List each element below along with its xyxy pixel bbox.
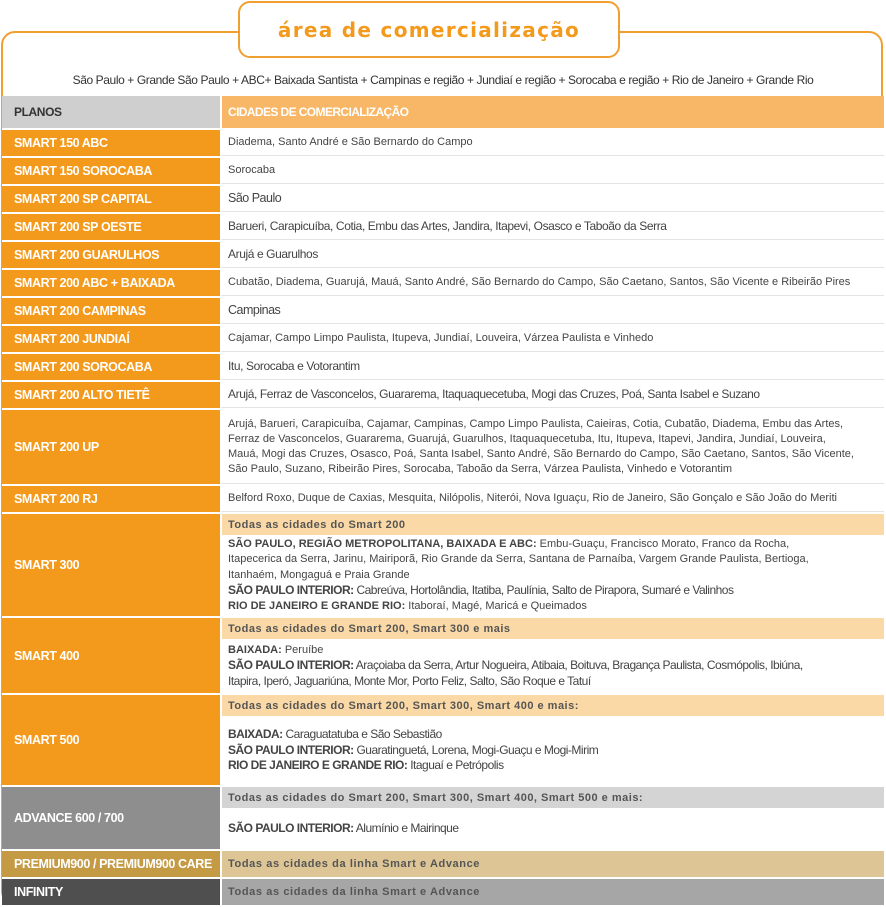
- region-cities: Caraguatatuba e São Sebastião: [282, 727, 442, 742]
- plan-name: SMART 400: [2, 618, 220, 693]
- title-tab: [238, 1, 620, 58]
- plan-cities: Arujá e Guarulhos: [228, 247, 318, 261]
- plans-column-header: PLANOS: [2, 96, 220, 128]
- plan-name: SMART 150 ABC: [2, 130, 220, 156]
- plan-cities: São Paulo: [228, 191, 282, 205]
- plan-name: INFINITY: [2, 879, 220, 905]
- inherited-cities-band: Todas as cidades do Smart 200, Smart 300, Smart 400 e mais:: [222, 695, 884, 716]
- cities-column-header: CIDADES DE COMERCIALIZAÇÃO: [220, 96, 884, 128]
- region-label: SÃO PAULO INTERIOR:: [228, 658, 354, 673]
- inherited-cities-band: Todas as cidades do Smart 200, Smart 300, Smart 400, Smart 500 e mais:: [222, 787, 884, 808]
- plan-cities: Arujá, Ferraz de Vasconcelos, Guararema, Itaquaquecetuba, Mogi das Cruzes, Poá, Santa Isabel e Suzano: [228, 387, 760, 401]
- plans-table: [2, 96, 884, 907]
- table-row-smart-300: [2, 514, 884, 618]
- table-row-rj: [2, 486, 884, 514]
- region-cities: Embu-Guaçu, Francisco Morato, Franco da Rocha,: [536, 537, 790, 550]
- table-row: [2, 298, 884, 326]
- plan-name: SMART 500: [2, 695, 220, 785]
- table-row: [2, 214, 884, 242]
- table-row-infinity: [2, 879, 884, 907]
- region-label: BAIXADA:: [228, 727, 283, 742]
- table-row-smart-400: [2, 618, 884, 695]
- plan-cities: Barueri, Carapicuíba, Cotia, Embu das Artes, Jandira, Itapevi, Osasco e Taboão da Serra: [228, 219, 667, 233]
- region-label: SÃO PAULO, REGIÃO METROPOLITANA, BAIXADA E ABC:: [228, 537, 537, 550]
- table-row-smart-500: [2, 695, 884, 787]
- table-header: [2, 96, 884, 130]
- region-cities: Araçoiaba da Serra, Artur Nogueira, Atibaia, Boituva, Bragança Paulista, Cosmópolis, Ibiúna,: [353, 658, 803, 673]
- plan-cities: Diadema, Santo André e São Bernardo do Campo: [228, 136, 473, 148]
- region-cities: Cabreúva, Hortolândia, Itatiba, Paulínia, Salto de Pirapora, Sumaré e Valinhos: [353, 583, 734, 598]
- regions-line: São Paulo + Grande São Paulo + ABC+ Baixada Santista + Campinas e região + Jundiaí e região + Sorocaba e região + Rio de Janeiro + Grande Rio: [72, 73, 814, 87]
- region-cities: Guaratinguetá, Lorena, Mogi-Guaçu e Mogi-Mirim: [353, 742, 599, 757]
- plan-cities: Todas as cidades da linha Smart e Advance: [220, 851, 884, 877]
- region-label: RIO DE JANEIRO E GRANDE RIO:: [228, 599, 406, 612]
- plan-name: SMART 300: [2, 514, 220, 616]
- plan-name: SMART 200 ALTO TIETÊ: [2, 382, 220, 408]
- plan-cities: Todas as cidades da linha Smart e Advance: [220, 879, 884, 905]
- region-label: BAIXADA:: [228, 643, 282, 656]
- region-cities: Itapira, Iperó, Jaguariúna, Monte Mor, Porto Feliz, Salto, São Roque e Tatuí: [228, 673, 591, 688]
- plan-name: SMART 200 ABC + BAIXADA: [2, 270, 220, 296]
- region-label: SÃO PAULO INTERIOR:: [228, 742, 354, 757]
- table-row: [2, 130, 884, 158]
- plan-name: SMART 200 UP: [2, 410, 220, 484]
- table-row: [2, 158, 884, 186]
- plan-name: SMART 200 JUNDIAÍ: [2, 326, 220, 352]
- table-row-up: [2, 410, 884, 486]
- plan-name: SMART 200 SP OESTE: [2, 214, 220, 240]
- plan-name: ADVANCE 600 / 700: [2, 787, 220, 849]
- table-row: [2, 186, 884, 214]
- plan-cities: Itu, Sorocaba e Votorantim: [228, 359, 360, 373]
- plan-cities-line: Ferraz de Vasconcelos, Guararema, Guarujá, Guarulhos, Itaquaquecetuba, Itu, Itupeva, Itapevi, Jandira, Jundiaí, Louveira,: [228, 432, 826, 445]
- region-cities: Alumínio e Mairinque: [353, 820, 459, 835]
- table-row: [2, 354, 884, 382]
- plan-cities-line: Mauá, Mogi das Cruzes, Osasco, Poá, Santa Isabel, Santo André, São Bernardo do Campo, São Caetano, Santos, São Vicente,: [228, 447, 854, 460]
- plan-name: SMART 200 GUARULHOS: [2, 242, 220, 268]
- plan-cities: Sorocaba: [228, 164, 276, 176]
- inherited-cities-band: Todas as cidades do Smart 200: [222, 514, 884, 535]
- inherited-cities-band: Todas as cidades do Smart 200, Smart 300 e mais: [222, 618, 884, 639]
- region-cities: Itapecerica da Serra, Jarinu, Mairiporã, Rio Grande da Serra, Santana de Parnaíba, Vargem Grande Paulista, Bertioga,: [228, 553, 809, 566]
- table-row-advance: [2, 787, 884, 851]
- plan-cities: Cubatão, Diadema, Guarujá, Mauá, Santo André, São Bernardo do Campo, São Caetano, Santos, São Vicente e Ribeirão Pires: [228, 276, 851, 288]
- plan-cities: Cajamar, Campo Limpo Paulista, Itupeva, Jundiaí, Louveira, Várzea Paulista e Vinhedo: [228, 332, 654, 344]
- page-title: área de comercialização: [277, 17, 581, 42]
- region-cities: Itaguaí e Petrópolis: [407, 758, 504, 773]
- plan-name: SMART 150 SOROCABA: [2, 158, 220, 184]
- plan-cities: Campinas: [228, 303, 281, 317]
- region-cities: Itaboraí, Magé, Maricá e Queimados: [405, 599, 587, 612]
- region-label: SÃO PAULO INTERIOR:: [228, 820, 354, 835]
- plan-name: SMART 200 CAMPINAS: [2, 298, 220, 324]
- table-row: [2, 270, 884, 298]
- region-cities: Peruíbe: [281, 643, 324, 656]
- table-row-premium: [2, 851, 884, 879]
- table-row: [2, 326, 884, 354]
- plan-cities-line: Arujá, Barueri, Carapicuíba, Cajamar, Campinas, Campo Limpo Paulista, Caieiras, Cotia, Cubatão, Diadema, Embu das Artes,: [228, 417, 844, 430]
- region-label: RIO DE JANEIRO E GRANDE RIO:: [228, 758, 408, 773]
- region-cities: Itanhaém, Mongaguá e Praia Grande: [228, 568, 410, 581]
- plan-cities-line: São Paulo, Suzano, Ribeirão Pires, Sorocaba, Taboão da Serra, Várzea Paulista, Vinhedo e Votorantim: [228, 462, 733, 475]
- region-label: SÃO PAULO INTERIOR:: [228, 583, 354, 598]
- plan-name: SMART 200 RJ: [2, 486, 220, 512]
- plan-name: SMART 200 SP CAPITAL: [2, 186, 220, 212]
- table-row: [2, 242, 884, 270]
- plan-name: SMART 200 SOROCABA: [2, 354, 220, 380]
- plan-name: PREMIUM900 / PREMIUM900 CARE: [2, 851, 220, 877]
- plan-cities: Belford Roxo, Duque de Caxias, Mesquita, Nilópolis, Niterói, Nova Iguaçu, Rio de Janeiro, São Gonçalo e São João do Meriti: [228, 492, 837, 504]
- table-row: [2, 382, 884, 410]
